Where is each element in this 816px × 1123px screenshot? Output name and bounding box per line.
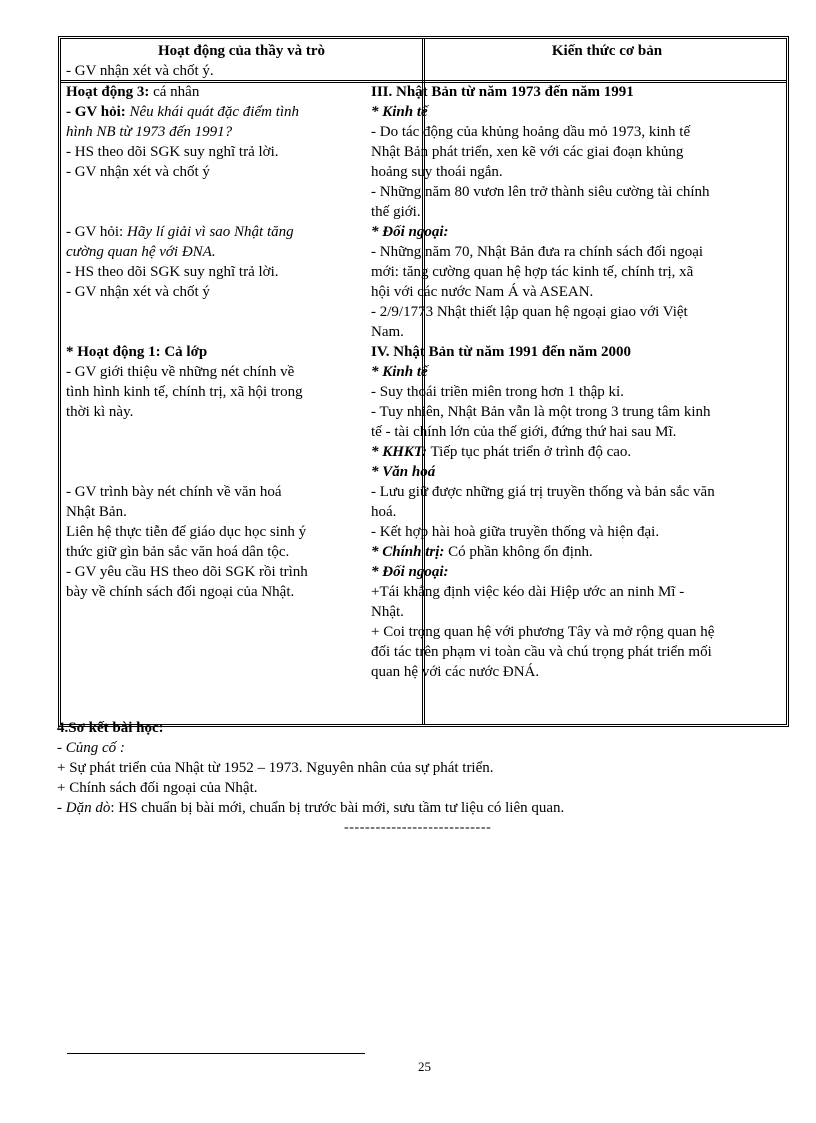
left-intro2: tình hình kinh tế, chính trị, xã hội trong [66,384,303,400]
summary-heading: 4.Sơ kết bài học: [57,720,164,736]
right-dn3-label: * Đối ngoại: [371,564,449,580]
left-gv1: - GV nhận xét và chốt ý [66,164,210,180]
dando-text: : HS chuẩn bị bài mới, chuẩn bị trước bài mới, sưu tầm tư liệu có liên quan. [110,800,565,816]
khkt-label: * KHKT: [371,444,427,460]
left-q2 [66,222,294,242]
q1-lead: - GV hỏi: [66,104,130,120]
left-intro1: - GV giới thiệu về những nét chính về [66,364,295,380]
right-sec4: IV. Nhật Bản từ năm 1991 đến năm 2000 [371,344,632,360]
left-r0: - GV nhận xét và chốt ý. [66,63,214,79]
left-hs2: - HS theo dõi SGK suy nghĩ trả lời. [66,264,279,280]
right-dn1b: mới: tăng cường quan hệ hợp tác kinh tế, chính trị, xã [371,264,694,280]
summary-point-1: + Sự phát triển của Nhật từ 1952 – 1973. Nguyên nhân của sự phát triển. [57,760,494,776]
right-st1: - Suy thoái triền miên trong hơn 1 thập kỉ. [371,384,624,400]
left-q1-b: hình NB từ 1973 đến 1991? [66,124,233,140]
ct-label: * Chính trị: [371,544,445,560]
header-left: Hoạt động của thầy và trò [157,43,326,59]
right-st2b: tế - tài chính lớn của thế giới, đứng thứ hai sau Mĩ. [371,424,677,440]
left-gv2: - GV nhận xét và chốt ý [66,284,210,300]
summary-dando [57,798,564,818]
left-hd1: * Hoạt động 1: Cả lớp [66,344,208,360]
q1-text-a: Nêu khái quát đặc điểm tình [129,104,300,120]
right-sec3: III. Nhật Bản từ năm 1973 đến năm 1991 [371,84,634,100]
hd3-rest: cá nhân [149,84,200,100]
right-dn2b: Nam. [371,324,404,340]
right-dn1c: hội với các nước Nam Á và ASEAN. [371,284,594,300]
q2-lead: - GV hỏi: [66,224,127,240]
left-lh1: Liên hệ thực tiễn để giáo dục học sinh ý [66,524,307,540]
left-lh2: thức giữ gìn bản sắc văn hoá dân tộc. [66,544,290,560]
right-vh-label: * Văn hoá [371,464,436,480]
header-right: Kiến thức cơ bản [551,43,663,59]
left-hd3 [66,82,199,102]
right-dn4a: + Coi trọng quan hệ với phương Tây và mở rộng quan hệ [371,624,715,640]
khkt-text: Tiếp tục phát triển ở trình độ cao. [426,444,632,460]
left-vh2: Nhật Bản. [66,504,127,520]
summary-cungco: - Củng cố : [57,740,125,756]
right-kt1a: - Do tác động của khủng hoảng dầu mỏ 1973, kinh tế [371,124,691,140]
q2-text-a: Hãy lí giải vì sao Nhật tăng [126,224,294,240]
left-yc2: bày về chính sách đối ngoại của Nhật. [66,584,295,600]
left-vh1: - GV trình bày nét chính về văn hoá [66,484,282,500]
right-vh1b: hoá. [371,504,397,520]
left-yc1: - GV yêu cầu HS theo dõi SGK rồi trình [66,564,308,580]
right-dn1a: - Những năm 70, Nhật Bản đưa ra chính sách đối ngoại [371,244,704,260]
right-kt1c: hoảng suy thoái ngắn. [371,164,503,180]
right-dn3a: +Tái khẳng định việc kéo dài Hiệp ước an ninh Mĩ - [371,584,685,600]
right-vh2: - Kết hợp hài hoà giữa truyền thống và hiện đại. [371,524,660,540]
left-q2-b: cường quan hệ với ĐNA. [66,244,216,260]
right-st2a: - Tuy nhiên, Nhật Bản vẫn là một trong 3 trung tâm kinh [371,404,711,420]
right-kt2b: thế giới. [371,204,421,220]
summary-point-2: + Chính sách đối ngoại của Nhật. [57,780,258,796]
right-kt-label: * Kinh tế [371,104,428,120]
right-vh1a: - Lưu giữ được những giá trị truyền thống và bản sắc văn [371,484,715,500]
right-kt1b: Nhật Bản phát triển, xen kẽ với các giai đoạn khủng [371,144,684,160]
right-khkt [371,442,631,462]
right-dn2a: - 2/9/1773 Nhật thiết lập quan hệ ngoại giao với Việt [371,304,688,320]
footnote-rule [67,1053,365,1054]
right-kt2-label: * Kinh tế [371,364,428,380]
right-ct [371,542,593,562]
lesson-table [58,36,789,727]
page-number: 25 [418,1059,431,1074]
right-kt2a: - Những năm 80 vươn lên trở thành siêu cường tài chính [371,184,710,200]
right-dn4b: đối tác trên phạm vi toàn cầu và chú trọng phát triển mối [371,644,712,660]
dando-label: - Dặn dò [57,800,111,816]
hd3-label: Hoạt động 3: [66,84,150,100]
left-q1 [66,102,299,122]
left-hs1: - HS theo dõi SGK suy nghĩ trả lời. [66,144,279,160]
right-dn3b: Nhật. [371,604,404,620]
dash-separator: ---------------------------- [344,820,492,835]
right-dn-label: * Đối ngoại: [371,224,449,240]
ct-text: Có phần không ổn định. [444,544,593,560]
left-intro3: thời kì này. [66,404,134,420]
right-dn4c: quan hệ với các nước ĐNÁ. [371,664,540,680]
